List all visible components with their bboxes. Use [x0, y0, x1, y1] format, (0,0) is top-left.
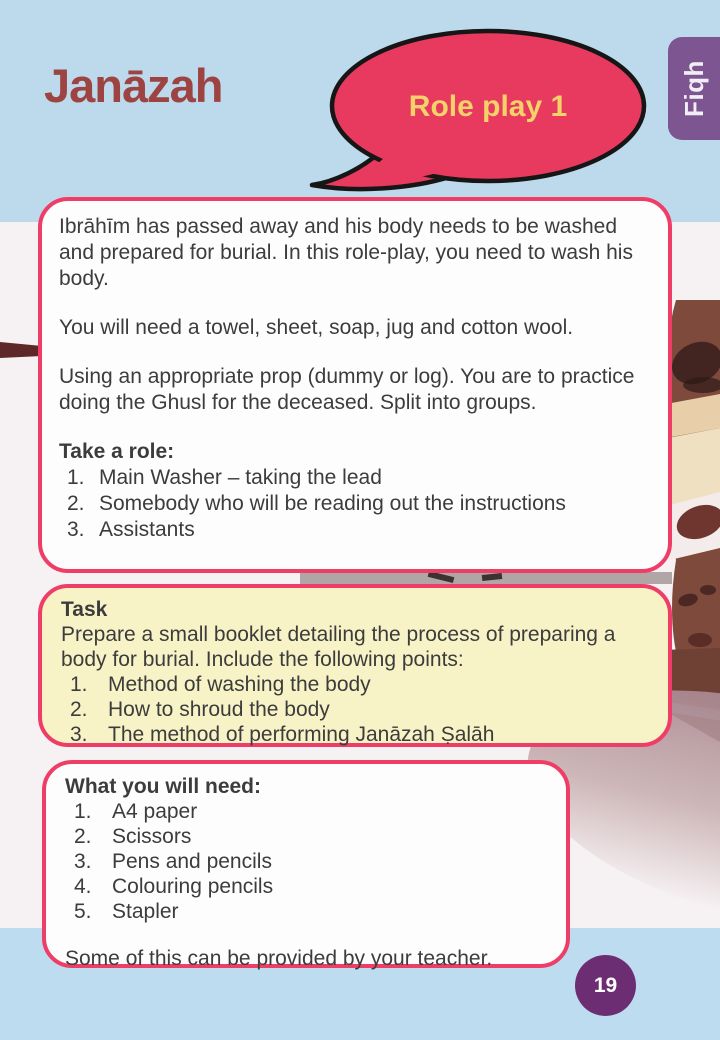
list-number: 3.: [70, 723, 88, 746]
list-text: Main Washer – taking the lead: [99, 466, 382, 489]
subject-tab-fiqh: [668, 37, 720, 140]
materials-box: [42, 760, 570, 968]
materials-list: [65, 799, 544, 924]
subject-tab-label: Fiqh: [678, 60, 709, 117]
materials-heading: What you will need:: [65, 775, 262, 798]
list-number: 2.: [67, 492, 85, 515]
list-item: [61, 722, 646, 747]
list-text: Stapler: [112, 900, 179, 923]
task-heading: Task: [61, 598, 108, 621]
list-text: A4 paper: [112, 800, 198, 823]
list-item: [65, 874, 544, 899]
list-item: [65, 824, 544, 849]
list-number: 5.: [74, 900, 92, 923]
page-title: Janāzah: [44, 59, 223, 112]
list-text: Method of washing the body: [108, 673, 371, 696]
roles-heading: Take a role:: [59, 440, 175, 463]
roles-list: [59, 465, 646, 543]
list-text: Colouring pencils: [112, 875, 274, 898]
page-number: 19: [593, 973, 618, 997]
illustration-left-bar: [0, 342, 42, 358]
list-item: [59, 517, 646, 543]
list-number: 4.: [74, 875, 92, 898]
list-number: 1.: [74, 800, 92, 823]
list-text: Somebody who will be reading out the instructions: [99, 492, 566, 515]
list-text: How to shroud the body: [108, 698, 330, 721]
page-number-badge: [575, 955, 636, 1016]
task-list: [61, 672, 646, 747]
bubble-label: Role play 1: [408, 90, 568, 123]
list-item: [65, 849, 544, 874]
list-item: [61, 697, 646, 722]
intro-paragraph: You will need a towel, sheet, soap, jug and cotton wool.: [59, 316, 574, 339]
list-text: Scissors: [112, 825, 192, 848]
list-number: 2.: [70, 698, 88, 721]
task-box: [38, 584, 672, 747]
list-item: [65, 799, 544, 824]
intro-box: [38, 197, 672, 573]
intro-paragraph: Ibrāhīm has passed away and his body needs to be washed and prepared for burial. In this role-play, you need to wash his body.: [59, 215, 633, 290]
list-item: [59, 465, 646, 491]
list-text: Assistants: [99, 518, 195, 541]
list-number: 1.: [67, 466, 85, 489]
task-intro: Prepare a small booklet detailing the process of preparing a body for burial. Include the following points:: [61, 623, 616, 671]
intro-paragraph: Using an appropriate prop (dummy or log). You are to practice doing the Ghusl for the deceased. Split into groups.: [59, 365, 635, 414]
list-number: 1.: [70, 673, 88, 696]
list-number: 3.: [74, 850, 92, 873]
materials-note: Some of this can be provided by your teacher.: [65, 947, 493, 970]
list-item: [59, 491, 646, 517]
list-text: The method of performing Janāzah Ṣalāh: [108, 723, 495, 746]
list-item: [61, 672, 646, 697]
list-item: [65, 899, 544, 924]
list-number: 3.: [67, 518, 85, 541]
list-text: Pens and pencils: [112, 850, 272, 873]
list-number: 2.: [74, 825, 92, 848]
